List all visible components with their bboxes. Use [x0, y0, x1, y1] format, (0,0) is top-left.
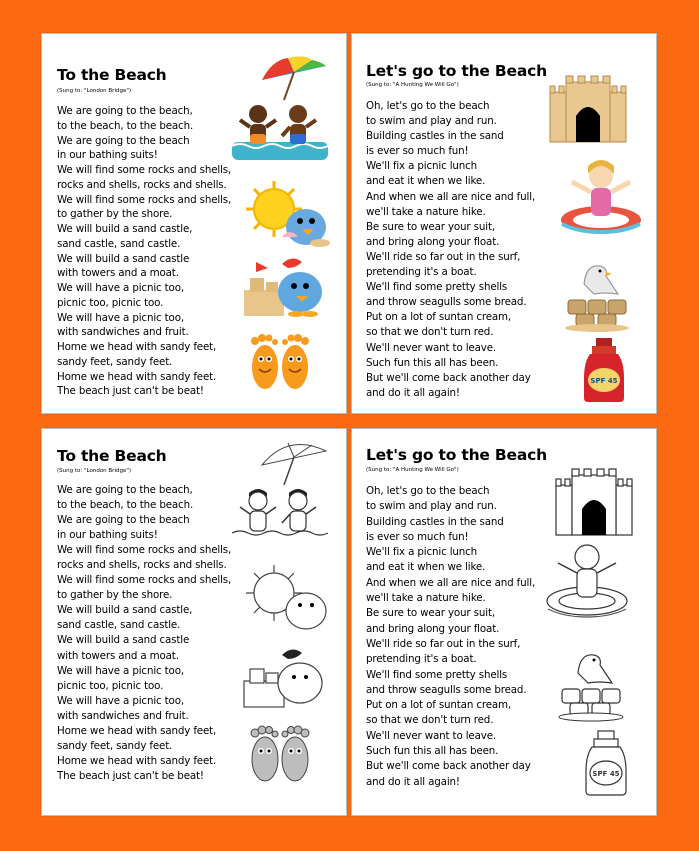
- lyric-line: We will find some rocks and shells,: [57, 544, 232, 557]
- lyric-line: with towers and a moat.: [57, 267, 179, 280]
- lyric-line: Such fun this all has been.: [366, 356, 499, 369]
- lyric-line: sandy feet, sandy feet.: [57, 355, 173, 368]
- kids-in-water-icon: [232, 102, 328, 160]
- lyric-line: We will build a sand castle: [57, 252, 190, 265]
- lyric-line: and do it all again!: [366, 386, 460, 399]
- lyric-line: Oh, let's go to the beach: [366, 100, 490, 112]
- lyric-line: We are going to the beach,: [57, 105, 193, 117]
- lyric-line: We will find some rocks and shells,: [57, 574, 232, 587]
- song-page-lets-go-color: [351, 33, 657, 414]
- song-page-to-the-beach-color: [41, 33, 347, 414]
- lyric-line: sand castle, sand castle.: [57, 619, 181, 632]
- lyric-line: Home we head with sandy feet.: [57, 370, 217, 383]
- lyric-line: pretending it's a boat.: [366, 266, 477, 279]
- beach-umbrella-icon: [258, 437, 330, 487]
- lyric-line: to the beach, to the beach.: [57, 499, 194, 512]
- sandy-feet-icon: [247, 725, 313, 791]
- lyric-line: Be sure to wear your suit,: [366, 607, 495, 620]
- lyric-line: We will build a sand castle: [57, 634, 190, 647]
- girl-with-float-icon: [558, 158, 644, 238]
- lyric-line: We will have a picnic too,: [57, 311, 184, 324]
- lyric-line: sandy feet, sandy feet.: [57, 739, 173, 752]
- lyric-line: We'll ride so far out in the surf,: [366, 250, 521, 263]
- lyric-line: we'll take a nature hike.: [366, 205, 486, 218]
- lyric-line: And when we all are nice and full,: [366, 190, 536, 203]
- lyric-line: Be sure to wear your suit,: [366, 220, 495, 233]
- lyric-line: We will have a picnic too,: [57, 694, 184, 707]
- lyric-line: We'll find some pretty shells: [366, 281, 508, 294]
- lyric-line: The beach just can't be beat!: [57, 769, 204, 782]
- lyric-line: We'll find some pretty shells: [366, 668, 508, 681]
- sun-and-bird-icon: [242, 177, 332, 249]
- sunscreen-bottle-icon: [584, 731, 628, 797]
- lyric-line: We'll never want to leave.: [366, 341, 497, 354]
- song-title: Let's go to the Beach: [366, 446, 547, 464]
- lyric-line: Put on a lot of suntan cream,: [366, 311, 512, 324]
- lyric-line: We are going to the beach,: [57, 484, 193, 496]
- song-page-to-the-beach-lineart: [41, 428, 347, 816]
- lyric-line: and eat it when we like.: [366, 175, 486, 188]
- song-page-lets-go-lineart: [351, 428, 657, 816]
- sunscreen-label: SPF 45: [592, 770, 620, 778]
- lyric-line: picnic too, picnic too.: [57, 296, 164, 309]
- song-tune: (Sung to: "A Hunting We Will Go"): [366, 82, 459, 88]
- song-tune: (Sung to: "London Bridge"): [57, 468, 132, 474]
- song-title: To the Beach: [57, 447, 167, 465]
- song-title: To the Beach: [57, 66, 167, 84]
- sandcastle-icon: [548, 74, 628, 144]
- lyric-line: and throw seagulls some bread.: [366, 296, 527, 309]
- sandcastle-bird-icon: [240, 643, 330, 713]
- lyric-line: with towers and a moat.: [57, 649, 179, 662]
- lyric-line: The beach just can't be beat!: [57, 385, 204, 398]
- lyric-line: Building castles in the sand: [366, 130, 504, 143]
- lyric-line: in our bathing suits!: [57, 149, 158, 162]
- song-tune: (Sung to: "A Hunting We Will Go"): [366, 467, 459, 473]
- seagull-on-rocks-icon: [558, 647, 624, 721]
- lyric-line: We'll ride so far out in the surf,: [366, 637, 521, 650]
- lyric-line: We are going to the beach: [57, 134, 190, 147]
- lyric-line: We are going to the beach: [57, 514, 190, 527]
- lyric-line: We'll fix a picnic lunch: [366, 546, 478, 559]
- sunscreen-label: SPF 45: [590, 377, 618, 385]
- sandy-feet-icon: [247, 333, 313, 399]
- lyric-line: with sandwiches and fruit.: [57, 326, 189, 339]
- song-lyrics: [57, 104, 231, 399]
- lyric-line: We will build a sand castle,: [57, 604, 193, 617]
- sandcastle-icon: [554, 467, 634, 537]
- beach-umbrella-icon: [258, 52, 330, 102]
- kids-in-water-icon: [232, 489, 328, 547]
- lyric-line: pretending it's a boat.: [366, 653, 477, 666]
- lyric-line: is ever so much fun!: [366, 530, 469, 543]
- lyric-line: We will have a picnic too,: [57, 664, 184, 677]
- lyric-line: We will find some rocks and shells,: [57, 164, 232, 176]
- lyric-line: and throw seagulls some bread.: [366, 683, 527, 696]
- song-lyrics: [366, 484, 535, 790]
- lyric-line: But we'll come back another day: [366, 371, 531, 384]
- lyric-line: We'll fix a picnic lunch: [366, 160, 478, 173]
- lyric-line: We will find some rocks and shells,: [57, 193, 232, 206]
- song-lyrics: [366, 99, 535, 401]
- lyric-line: to swim and play and run.: [366, 115, 497, 128]
- seagull-on-rocks-icon: [564, 258, 630, 332]
- sandcastle-bird-icon: [240, 252, 330, 322]
- song-lyrics: [57, 483, 231, 784]
- lyric-line: Put on a lot of suntan cream,: [366, 699, 512, 712]
- lyric-line: We'll never want to leave.: [366, 729, 497, 742]
- lyric-line: rocks and shells, rocks and shells.: [57, 559, 227, 572]
- lyric-line: to swim and play and run.: [366, 500, 497, 513]
- girl-with-float-icon: [544, 539, 630, 619]
- lyric-line: picnic too, picnic too.: [57, 679, 164, 692]
- lyric-line: Such fun this all has been.: [366, 745, 499, 758]
- sunscreen-bottle-icon: [582, 338, 626, 404]
- lyric-line: and bring along your float.: [366, 622, 500, 635]
- lyric-line: And when we all are nice and full,: [366, 576, 536, 589]
- lyric-line: and eat it when we like.: [366, 561, 486, 574]
- lyric-line: to gather by the shore.: [57, 208, 173, 221]
- lyric-line: We will build a sand castle,: [57, 223, 193, 235]
- lyric-line: so that we don't turn red.: [366, 326, 494, 339]
- lyric-line: But we'll come back another day: [366, 760, 531, 773]
- lyric-line: Home we head with sandy feet.: [57, 754, 217, 767]
- lyric-line: Oh, let's go to the beach: [366, 485, 490, 497]
- lyric-line: to gather by the shore.: [57, 589, 173, 602]
- lyric-line: sand castle, sand castle.: [57, 237, 181, 250]
- lyric-line: rocks and shells, rocks and shells.: [57, 178, 227, 191]
- lyric-line: Home we head with sandy feet,: [57, 341, 217, 353]
- lyric-line: is ever so much fun!: [366, 145, 469, 158]
- lyric-line: we'll take a nature hike.: [366, 592, 486, 605]
- lyric-line: with sandwiches and fruit.: [57, 709, 189, 722]
- lyric-line: and do it all again!: [366, 775, 460, 788]
- song-tune: (Sung to: "London Bridge"): [57, 88, 132, 94]
- lyric-line: Home we head with sandy feet,: [57, 724, 217, 737]
- lyric-line: in our bathing suits!: [57, 529, 158, 542]
- lyric-line: We will have a picnic too,: [57, 282, 184, 294]
- song-title: Let's go to the Beach: [366, 62, 547, 80]
- lyric-line: to the beach, to the beach.: [57, 119, 194, 132]
- lyric-line: so that we don't turn red.: [366, 714, 494, 727]
- sun-and-bird-icon: [242, 561, 332, 633]
- lyric-line: Building castles in the sand: [366, 515, 504, 528]
- lyric-line: and bring along your float.: [366, 235, 500, 248]
